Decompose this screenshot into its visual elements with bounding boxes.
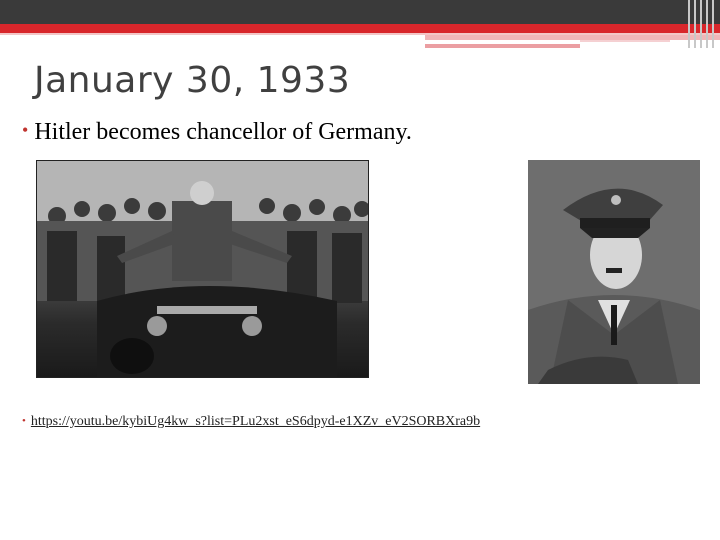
crowd-rally-illustration xyxy=(37,161,368,377)
header-red-band xyxy=(0,24,720,33)
portrait-illustration xyxy=(528,160,700,384)
bullet-text: Hitler becomes chancellor of Germany. xyxy=(34,119,412,145)
accent-stripe xyxy=(580,40,670,42)
decorative-stripes xyxy=(686,0,720,48)
bullet-icon: • xyxy=(22,415,26,427)
portrait-photo xyxy=(528,160,700,384)
accent-stripe xyxy=(425,44,580,48)
bullet-icon: • xyxy=(22,120,29,140)
header-dark-band xyxy=(0,0,720,24)
link-bullet-item xyxy=(22,414,480,430)
bullet-item xyxy=(22,119,412,146)
accent-stripe xyxy=(425,35,720,40)
slide-title: January 30, 1933 xyxy=(34,60,351,101)
crowd-rally-photo xyxy=(36,160,369,378)
video-link[interactable]: https://youtu.be/kybiUg4kw_s?list=PLu2xst_eS6dpyd-e1XZv_eV2SORBXra9b xyxy=(30,414,481,429)
